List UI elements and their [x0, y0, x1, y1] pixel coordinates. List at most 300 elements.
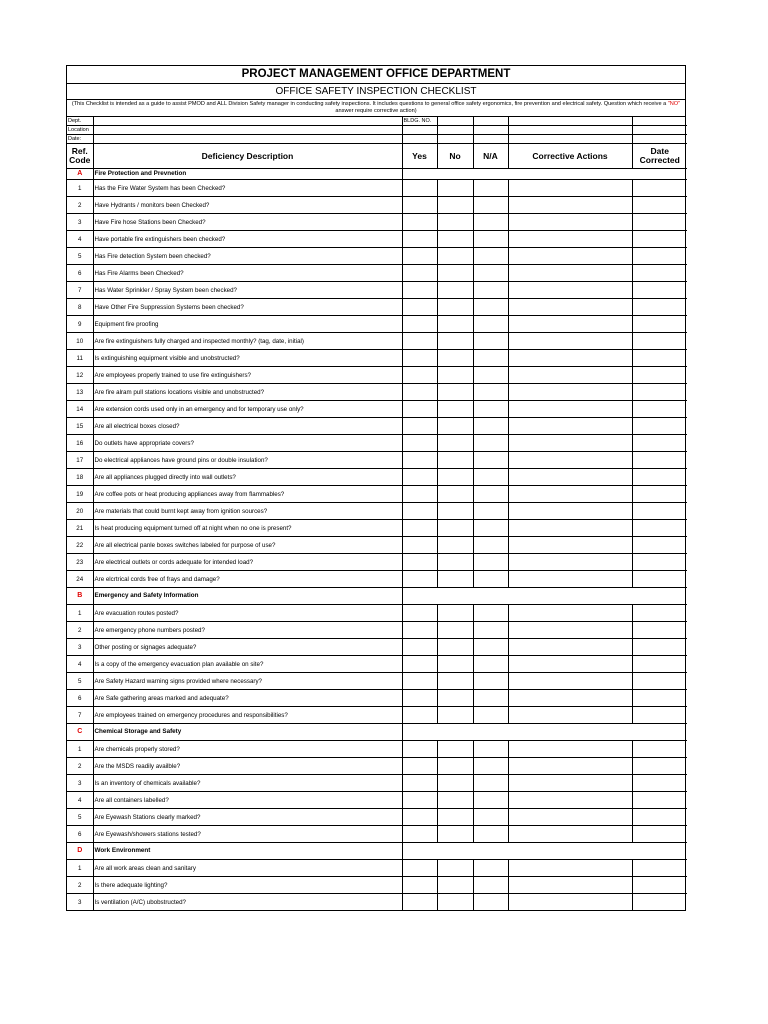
dept-label: Dept. — [67, 117, 93, 126]
ref-code: 3 — [67, 639, 93, 656]
date-corrected-cell[interactable] — [632, 605, 687, 622]
deficiency-description: Are chemicals properly stored? — [93, 741, 402, 758]
checklist-row — [67, 792, 687, 809]
corrective-action-cell[interactable] — [508, 554, 632, 571]
corrective-action-cell[interactable] — [508, 656, 632, 673]
no-cell[interactable] — [437, 673, 473, 690]
yes-cell[interactable] — [402, 452, 437, 469]
info-cell[interactable] — [508, 135, 632, 144]
corrective-action-cell[interactable] — [508, 537, 632, 554]
section-filler — [437, 843, 473, 860]
yes-cell[interactable] — [402, 690, 437, 707]
date-corrected-cell[interactable] — [632, 707, 687, 724]
corrective-action-cell[interactable] — [508, 758, 632, 775]
no-cell[interactable] — [437, 418, 473, 435]
na-cell[interactable] — [473, 503, 508, 520]
no-cell[interactable] — [437, 792, 473, 809]
na-cell[interactable] — [473, 299, 508, 316]
corrective-action-cell[interactable] — [508, 367, 632, 384]
no-cell[interactable] — [437, 486, 473, 503]
section-filler — [437, 169, 473, 180]
info-cell[interactable] — [508, 126, 632, 135]
ref-code: 1 — [67, 180, 93, 197]
ref-code: 2 — [67, 197, 93, 214]
na-cell[interactable] — [473, 537, 508, 554]
info-cell[interactable] — [632, 126, 687, 135]
checklist-row — [67, 554, 687, 571]
no-cell[interactable] — [437, 809, 473, 826]
checklist-row — [67, 452, 687, 469]
yes-cell[interactable] — [402, 401, 437, 418]
ref-code: 6 — [67, 265, 93, 282]
yes-cell[interactable] — [402, 792, 437, 809]
info-cell[interactable] — [402, 126, 437, 135]
no-cell[interactable] — [437, 469, 473, 486]
no-cell[interactable] — [437, 877, 473, 894]
ref-code: 16 — [67, 435, 93, 452]
na-cell[interactable] — [473, 775, 508, 792]
deficiency-description: Are all work areas clean and sanitary — [93, 860, 402, 877]
yes-cell[interactable] — [402, 826, 437, 843]
na-cell[interactable] — [473, 401, 508, 418]
no-cell[interactable] — [437, 282, 473, 299]
info-cell[interactable] — [632, 135, 687, 144]
checklist-row — [67, 860, 687, 877]
corrective-action-cell[interactable] — [508, 673, 632, 690]
ref-code-header: Ref. Code — [67, 144, 93, 169]
date-corrected-cell[interactable] — [632, 826, 687, 843]
na-cell[interactable] — [473, 792, 508, 809]
no-cell[interactable] — [437, 197, 473, 214]
no-cell[interactable] — [437, 350, 473, 367]
ref-code: 11 — [67, 350, 93, 367]
no-cell[interactable] — [437, 316, 473, 333]
deficiency-description: Other posting or signages adequate? — [93, 639, 402, 656]
no-cell[interactable] — [437, 214, 473, 231]
na-cell[interactable] — [473, 758, 508, 775]
na-cell[interactable] — [473, 639, 508, 656]
corrective-actions-header: Corrective Actions — [508, 144, 632, 169]
yes-cell[interactable] — [402, 639, 437, 656]
corrective-action-cell[interactable] — [508, 214, 632, 231]
deficiency-description: Do outlets have appropriate covers? — [93, 435, 402, 452]
date-corrected-cell[interactable] — [632, 435, 687, 452]
no-cell[interactable] — [437, 265, 473, 282]
ref-code: 1 — [67, 860, 93, 877]
yes-cell[interactable] — [402, 265, 437, 282]
section-title: Work Environment — [93, 843, 402, 860]
yes-cell[interactable] — [402, 656, 437, 673]
checklist-row — [67, 367, 687, 384]
checklist-row — [67, 214, 687, 231]
yes-cell[interactable] — [402, 248, 437, 265]
yes-cell[interactable] — [402, 571, 437, 588]
date-corrected-cell[interactable] — [632, 894, 687, 911]
corrective-action-cell[interactable] — [508, 333, 632, 350]
section-letter: C — [67, 724, 93, 741]
na-cell[interactable] — [473, 741, 508, 758]
date-corrected-cell[interactable] — [632, 741, 687, 758]
yes-cell[interactable] — [402, 350, 437, 367]
yes-cell[interactable] — [402, 503, 437, 520]
yes-cell[interactable] — [402, 299, 437, 316]
date-corrected-cell[interactable] — [632, 775, 687, 792]
na-cell[interactable] — [473, 316, 508, 333]
na-cell[interactable] — [473, 214, 508, 231]
corrective-action-cell[interactable] — [508, 741, 632, 758]
date-corrected-cell[interactable] — [632, 316, 687, 333]
no-cell[interactable] — [437, 656, 473, 673]
date-corrected-cell[interactable] — [632, 503, 687, 520]
ref-code: 4 — [67, 656, 93, 673]
na-cell[interactable] — [473, 690, 508, 707]
date-corrected-cell[interactable] — [632, 248, 687, 265]
na-cell[interactable] — [473, 622, 508, 639]
date-corrected-cell[interactable] — [632, 537, 687, 554]
yes-cell[interactable] — [402, 214, 437, 231]
yes-cell[interactable] — [402, 554, 437, 571]
page-subtitle: OFFICE SAFETY INSPECTION CHECKLIST — [67, 84, 685, 100]
no-header: No — [437, 144, 473, 169]
intro-no-word: "NO" — [667, 101, 681, 107]
no-cell[interactable] — [437, 401, 473, 418]
section-filler — [632, 169, 687, 180]
corrective-action-cell[interactable] — [508, 639, 632, 656]
yes-cell[interactable] — [402, 197, 437, 214]
no-cell[interactable] — [437, 180, 473, 197]
corrective-action-cell[interactable] — [508, 894, 632, 911]
location-field[interactable] — [93, 126, 402, 135]
na-cell[interactable] — [473, 520, 508, 537]
ref-code: 2 — [67, 622, 93, 639]
date-corrected-cell[interactable] — [632, 299, 687, 316]
checklist-row — [67, 384, 687, 401]
section-header-row — [67, 588, 687, 605]
corrective-action-cell[interactable] — [508, 384, 632, 401]
ref-code: 10 — [67, 333, 93, 350]
info-cell[interactable] — [437, 135, 473, 144]
corrective-action-cell[interactable] — [508, 197, 632, 214]
date-corrected-cell[interactable] — [632, 367, 687, 384]
checklist-row — [67, 809, 687, 826]
section-header-row — [67, 169, 687, 180]
date-corrected-cell[interactable] — [632, 554, 687, 571]
na-cell[interactable] — [473, 673, 508, 690]
ref-code: 6 — [67, 826, 93, 843]
no-cell[interactable] — [437, 775, 473, 792]
na-cell[interactable] — [473, 197, 508, 214]
section-filler — [508, 724, 632, 741]
corrective-action-cell[interactable] — [508, 180, 632, 197]
deficiency-description: Are coffee pots or heat producing appliances away from flammables? — [93, 486, 402, 503]
na-cell[interactable] — [473, 605, 508, 622]
no-cell[interactable] — [437, 860, 473, 877]
yes-cell[interactable] — [402, 367, 437, 384]
na-cell[interactable] — [473, 282, 508, 299]
deficiency-description: Are evacuation routes posted? — [93, 605, 402, 622]
date-corrected-cell[interactable] — [632, 622, 687, 639]
checklist-row — [67, 265, 687, 282]
na-cell[interactable] — [473, 435, 508, 452]
info-cell[interactable] — [437, 126, 473, 135]
dept-field[interactable] — [93, 117, 402, 126]
ref-code: 9 — [67, 316, 93, 333]
section-filler — [402, 724, 437, 741]
no-cell[interactable] — [437, 758, 473, 775]
na-cell[interactable] — [473, 231, 508, 248]
ref-code: 23 — [67, 554, 93, 571]
ref-code: 13 — [67, 384, 93, 401]
section-filler — [473, 169, 508, 180]
no-cell[interactable] — [437, 826, 473, 843]
corrective-action-cell[interactable] — [508, 350, 632, 367]
date-corrected-cell[interactable] — [632, 350, 687, 367]
date-corrected-cell[interactable] — [632, 265, 687, 282]
yes-cell[interactable] — [402, 486, 437, 503]
date-corrected-cell[interactable] — [632, 639, 687, 656]
yes-cell[interactable] — [402, 180, 437, 197]
ref-code: 3 — [67, 894, 93, 911]
corrective-action-cell[interactable] — [508, 877, 632, 894]
date-corrected-cell[interactable] — [632, 197, 687, 214]
na-cell[interactable] — [473, 707, 508, 724]
na-cell[interactable] — [473, 452, 508, 469]
deficiency-description: Have Hydrants / monitors been Checked? — [93, 197, 402, 214]
corrective-action-cell[interactable] — [508, 418, 632, 435]
yes-cell[interactable] — [402, 316, 437, 333]
na-cell[interactable] — [473, 571, 508, 588]
yes-cell[interactable] — [402, 707, 437, 724]
yes-cell[interactable] — [402, 282, 437, 299]
corrective-action-cell[interactable] — [508, 503, 632, 520]
no-cell[interactable] — [437, 605, 473, 622]
date-corrected-cell[interactable] — [632, 690, 687, 707]
no-cell[interactable] — [437, 571, 473, 588]
deficiency-description: Are elcrtrical cords free of frays and damage? — [93, 571, 402, 588]
no-cell[interactable] — [437, 707, 473, 724]
na-cell[interactable] — [473, 554, 508, 571]
yes-header: Yes — [402, 144, 437, 169]
ref-code: 5 — [67, 248, 93, 265]
yes-cell[interactable] — [402, 860, 437, 877]
checklist-row — [67, 741, 687, 758]
info-row-date — [67, 135, 687, 144]
corrective-action-cell[interactable] — [508, 775, 632, 792]
corrective-action-cell[interactable] — [508, 622, 632, 639]
yes-cell[interactable] — [402, 758, 437, 775]
na-cell[interactable] — [473, 877, 508, 894]
corrective-action-cell[interactable] — [508, 792, 632, 809]
no-cell[interactable] — [437, 452, 473, 469]
checklist-row — [67, 894, 687, 911]
yes-cell[interactable] — [402, 333, 437, 350]
yes-cell[interactable] — [402, 469, 437, 486]
corrective-action-cell[interactable] — [508, 690, 632, 707]
ref-code: 18 — [67, 469, 93, 486]
no-cell[interactable] — [437, 435, 473, 452]
corrective-action-cell[interactable] — [508, 452, 632, 469]
date-corrected-cell[interactable] — [632, 231, 687, 248]
na-cell[interactable] — [473, 333, 508, 350]
yes-cell[interactable] — [402, 622, 437, 639]
no-cell[interactable] — [437, 248, 473, 265]
corrective-action-cell[interactable] — [508, 520, 632, 537]
na-cell[interactable] — [473, 860, 508, 877]
ref-code: 21 — [67, 520, 93, 537]
intro-text-2: answer require corrective action) — [335, 108, 417, 114]
yes-cell[interactable] — [402, 741, 437, 758]
date-field[interactable] — [93, 135, 402, 144]
yes-cell[interactable] — [402, 809, 437, 826]
na-cell[interactable] — [473, 384, 508, 401]
section-filler — [473, 588, 508, 605]
checklist-row — [67, 605, 687, 622]
corrective-action-cell[interactable] — [508, 707, 632, 724]
yes-cell[interactable] — [402, 520, 437, 537]
na-cell[interactable] — [473, 248, 508, 265]
info-cell[interactable] — [473, 126, 508, 135]
corrective-action-cell[interactable] — [508, 401, 632, 418]
date-corrected-cell[interactable] — [632, 469, 687, 486]
info-cell[interactable] — [473, 117, 508, 126]
date-corrected-cell[interactable] — [632, 282, 687, 299]
date-corrected-cell[interactable] — [632, 809, 687, 826]
na-cell[interactable] — [473, 367, 508, 384]
na-cell[interactable] — [473, 180, 508, 197]
yes-cell[interactable] — [402, 673, 437, 690]
corrective-action-cell[interactable] — [508, 486, 632, 503]
yes-cell[interactable] — [402, 894, 437, 911]
na-cell[interactable] — [473, 894, 508, 911]
no-cell[interactable] — [437, 741, 473, 758]
corrective-action-cell[interactable] — [508, 231, 632, 248]
yes-cell[interactable] — [402, 537, 437, 554]
date-corrected-cell[interactable] — [632, 860, 687, 877]
deficiency-description: Are all electrical panle boxes switches labeled for purpose of use? — [93, 537, 402, 554]
corrective-action-cell[interactable] — [508, 248, 632, 265]
na-cell[interactable] — [473, 469, 508, 486]
date-corrected-cell[interactable] — [632, 401, 687, 418]
deficiency-description: Has the Fire Water System has been Checked? — [93, 180, 402, 197]
corrective-action-cell[interactable] — [508, 435, 632, 452]
date-corrected-cell[interactable] — [632, 877, 687, 894]
corrective-action-cell[interactable] — [508, 282, 632, 299]
corrective-action-cell[interactable] — [508, 860, 632, 877]
info-cell[interactable] — [473, 135, 508, 144]
yes-cell[interactable] — [402, 775, 437, 792]
na-cell[interactable] — [473, 656, 508, 673]
corrective-action-cell[interactable] — [508, 265, 632, 282]
deficiency-description: Is ventilation (A/C) ubobstructed? — [93, 894, 402, 911]
deficiency-description: Are fire alram pull stations locations visible and unobstructed? — [93, 384, 402, 401]
yes-cell[interactable] — [402, 231, 437, 248]
na-cell[interactable] — [473, 809, 508, 826]
corrective-action-cell[interactable] — [508, 826, 632, 843]
section-letter: B — [67, 588, 93, 605]
info-cell[interactable] — [402, 135, 437, 144]
na-cell[interactable] — [473, 265, 508, 282]
no-cell[interactable] — [437, 537, 473, 554]
corrective-action-cell[interactable] — [508, 316, 632, 333]
yes-cell[interactable] — [402, 384, 437, 401]
ref-code: 1 — [67, 605, 93, 622]
date-corrected-cell[interactable] — [632, 758, 687, 775]
na-cell[interactable] — [473, 486, 508, 503]
date-label: Date: — [67, 135, 93, 144]
deficiency-description: Is a copy of the emergency evacuation plan available on site? — [93, 656, 402, 673]
na-cell[interactable] — [473, 350, 508, 367]
deficiency-description: Is extinguishing equipment visible and unobstructed? — [93, 350, 402, 367]
checklist-row — [67, 299, 687, 316]
corrective-action-cell[interactable] — [508, 605, 632, 622]
yes-cell[interactable] — [402, 435, 437, 452]
no-cell[interactable] — [437, 299, 473, 316]
date-corrected-cell[interactable] — [632, 384, 687, 401]
no-cell[interactable] — [437, 384, 473, 401]
location-label: Location — [67, 126, 93, 135]
bldg-field[interactable] — [437, 117, 473, 126]
section-title: Fire Protection and Prevnetion — [93, 169, 402, 180]
yes-cell[interactable] — [402, 418, 437, 435]
no-cell[interactable] — [437, 367, 473, 384]
ref-code: 4 — [67, 231, 93, 248]
deficiency-description: Has Fire Alarms been Checked? — [93, 265, 402, 282]
no-cell[interactable] — [437, 639, 473, 656]
date-corrected-cell[interactable] — [632, 792, 687, 809]
ref-code: 17 — [67, 452, 93, 469]
no-cell[interactable] — [437, 520, 473, 537]
deficiency-description: Are Safety Hazard warning signs provided where necessary? — [93, 673, 402, 690]
date-corrected-cell[interactable] — [632, 520, 687, 537]
no-cell[interactable] — [437, 554, 473, 571]
date-corrected-cell[interactable] — [632, 214, 687, 231]
date-corrected-cell[interactable] — [632, 571, 687, 588]
corrective-action-cell[interactable] — [508, 299, 632, 316]
na-cell[interactable] — [473, 418, 508, 435]
date-corrected-cell[interactable] — [632, 486, 687, 503]
checklist-row — [67, 435, 687, 452]
checklist-row — [67, 758, 687, 775]
na-cell[interactable] — [473, 826, 508, 843]
column-header-row — [67, 144, 687, 169]
info-cell[interactable] — [632, 117, 687, 126]
page-title: PROJECT MANAGEMENT OFFICE DEPARTMENT — [67, 66, 685, 84]
yes-cell[interactable] — [402, 605, 437, 622]
date-corrected-cell[interactable] — [632, 333, 687, 350]
corrective-action-cell[interactable] — [508, 571, 632, 588]
date-corrected-cell[interactable] — [632, 656, 687, 673]
date-corrected-cell[interactable] — [632, 418, 687, 435]
deficiency-description: Is there adequate lighting? — [93, 877, 402, 894]
date-corrected-cell[interactable] — [632, 673, 687, 690]
checklist-row — [67, 503, 687, 520]
no-cell[interactable] — [437, 231, 473, 248]
yes-cell[interactable] — [402, 877, 437, 894]
no-cell[interactable] — [437, 622, 473, 639]
no-cell[interactable] — [437, 690, 473, 707]
date-corrected-cell[interactable] — [632, 452, 687, 469]
section-header-row — [67, 724, 687, 741]
date-corrected-cell[interactable] — [632, 180, 687, 197]
no-cell[interactable] — [437, 503, 473, 520]
section-title: Emergency and Safety Information — [93, 588, 402, 605]
info-cell[interactable] — [508, 117, 632, 126]
no-cell[interactable] — [437, 333, 473, 350]
intro-text-1: (This Checklist is intended as a guide to assist PMOD and ALL Division Safety manager in conducting safety inspections. It includes questions to general office safety ergonomics, fire prevention and electrical safety. Question which receive a — [71, 101, 668, 107]
no-cell[interactable] — [437, 894, 473, 911]
corrective-action-cell[interactable] — [508, 809, 632, 826]
corrective-action-cell[interactable] — [508, 469, 632, 486]
